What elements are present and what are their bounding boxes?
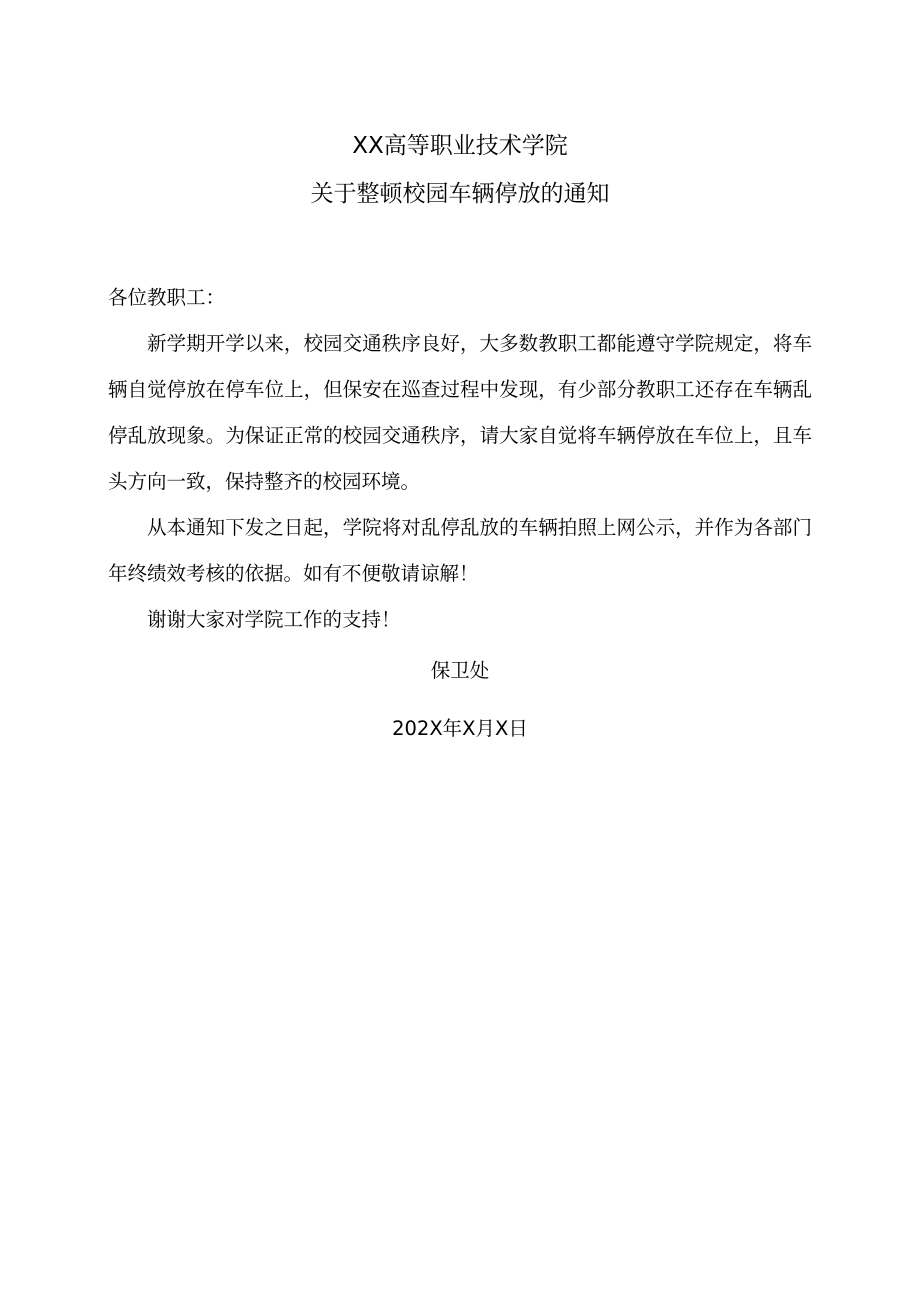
- document-title-institution: XX高等职业技术学院: [352, 133, 568, 159]
- body-paragraph-1: 新学期开学以来，校园交通秩序良好，大多数教职工都能遵守学院规定，将车辆自觉停放在停车位上，但保安在巡查过程中发现，有少部分教职工还存在车辆乱停乱放现象。为保证正常的校园交通秩序，请大家自觉将车辆停放在车位上，且车头方向一致，保持整齐的校园环境。: [108, 332, 812, 493]
- body-paragraph-2: 从本通知下发之日起，学院将对乱停乱放的车辆拍照上网公示，并作为各部门年终绩效考核的依据。如有不便敬请谅解！: [108, 516, 812, 585]
- document-title-subject: 关于整顿校园车辆停放的通知: [310, 181, 610, 207]
- salutation: 各位教职工：: [108, 286, 226, 309]
- document-body: [108, 275, 812, 643]
- closing-line: 谢谢大家对学院工作的支持！: [147, 608, 401, 631]
- signature-department: 保卫处: [430, 659, 490, 682]
- signature-date: 202X年X月X日: [392, 717, 528, 740]
